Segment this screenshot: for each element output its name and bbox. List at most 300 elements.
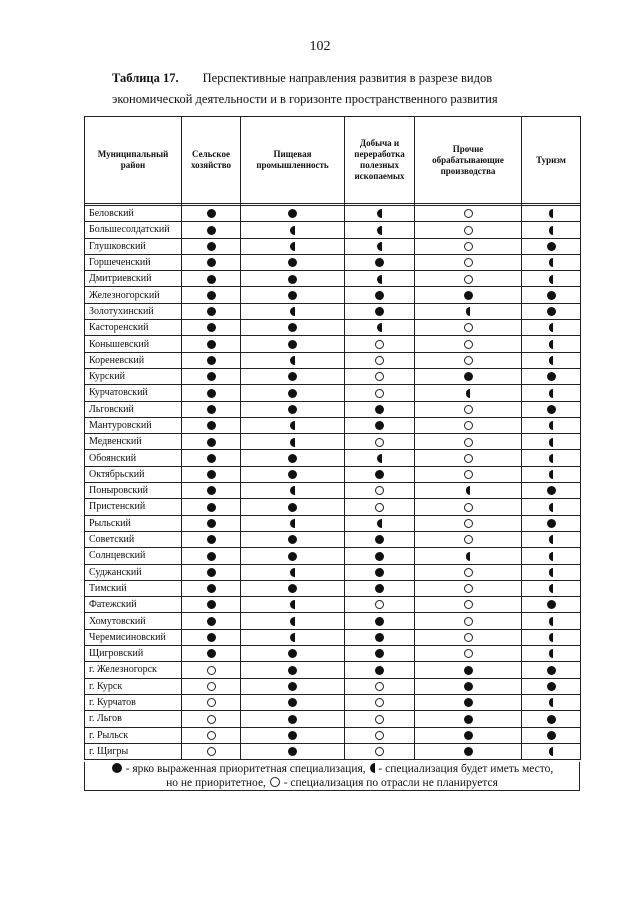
filled-circle-icon [207, 340, 216, 349]
district-name: Суджанский [85, 564, 182, 580]
district-name: Курский [85, 368, 182, 384]
district-name: Черемисиновский [85, 629, 182, 645]
district-name: Железногорский [85, 287, 182, 303]
half-circle-icon [549, 698, 554, 707]
half-circle-icon [377, 323, 382, 332]
specialization-cell [345, 613, 415, 629]
specialization-cell [182, 662, 241, 678]
specialization-cell [345, 678, 415, 694]
half-circle-icon [549, 209, 554, 218]
empty-circle-icon [464, 649, 473, 658]
half-circle-icon [549, 389, 554, 398]
specialization-cell [415, 206, 522, 222]
specialization-cell [415, 287, 522, 303]
header-food-industry: Пищевая промышленность [241, 117, 345, 204]
half-circle-icon [290, 633, 295, 642]
table-row [85, 564, 581, 580]
filled-circle-icon [288, 258, 297, 267]
half-circle-icon [549, 617, 554, 626]
specialization-cell [182, 548, 241, 564]
specialization-cell [241, 222, 345, 238]
district-name: Октябрьский [85, 466, 182, 482]
specialization-cell [241, 694, 345, 710]
empty-circle-icon [464, 258, 473, 267]
specialization-cell [522, 548, 581, 564]
specialization-cell [345, 238, 415, 254]
half-circle-icon [290, 242, 295, 251]
specialization-cell [345, 580, 415, 596]
empty-circle-icon [375, 340, 384, 349]
specialization-cell [415, 336, 522, 352]
district-name: Горшеченский [85, 254, 182, 270]
half-circle-icon [290, 486, 295, 495]
specialization-cell [345, 368, 415, 384]
legend-line-1 [85, 762, 579, 776]
table-row [85, 238, 581, 254]
empty-circle-icon [375, 389, 384, 398]
half-circle-icon [549, 421, 554, 430]
filled-circle-icon [464, 698, 473, 707]
empty-circle-icon [375, 356, 384, 365]
filled-circle-icon [207, 503, 216, 512]
specialization-cell [241, 336, 345, 352]
specialization-cell [345, 466, 415, 482]
specialization-cell [182, 564, 241, 580]
specialization-cell [241, 254, 345, 270]
district-name: Дмитриевский [85, 271, 182, 287]
specialization-cell [415, 597, 522, 613]
filled-circle-icon [207, 291, 216, 300]
empty-circle-icon [464, 503, 473, 512]
filled-circle-icon [288, 584, 297, 593]
specialization-cell [415, 499, 522, 515]
specialization-cell [182, 417, 241, 433]
half-circle-icon [377, 242, 382, 251]
header-other-manufacturing: Прочие обрабатывающие производства [415, 117, 522, 204]
specialization-cell [415, 727, 522, 743]
district-name: Глушковский [85, 238, 182, 254]
table-row [85, 613, 581, 629]
specialization-cell [182, 678, 241, 694]
specialization-cell [415, 417, 522, 433]
filled-circle-icon [375, 291, 384, 300]
table-caption [112, 68, 567, 110]
specialization-cell [241, 515, 345, 531]
specialization-cell [415, 271, 522, 287]
specialization-cell [415, 254, 522, 270]
half-circle-icon [549, 226, 554, 235]
half-circle-icon [549, 649, 554, 658]
table-row [85, 206, 581, 222]
header-mining: Добыча и переработка полезных ископаемых [345, 117, 415, 204]
filled-circle-icon [207, 568, 216, 577]
filled-circle-icon [288, 340, 297, 349]
specialization-cell [522, 499, 581, 515]
filled-circle-icon [207, 519, 216, 528]
specialization-cell [345, 499, 415, 515]
half-circle-icon [549, 340, 554, 349]
table-body [85, 206, 581, 760]
empty-circle-icon [375, 698, 384, 707]
filled-circle-icon [207, 405, 216, 414]
caption-text: Перспективные направления развития в разрезе видов экономической деятельности и в горизонте пространственного развития [112, 71, 498, 106]
district-name: г. Рыльск [85, 727, 182, 743]
filled-circle-icon [207, 552, 216, 561]
half-circle-icon [549, 438, 554, 447]
specialization-cell [182, 254, 241, 270]
header-agriculture: Сельское хозяйство [182, 117, 241, 204]
table-row [85, 548, 581, 564]
specialization-cell [345, 222, 415, 238]
table-row [85, 401, 581, 417]
specialization-cell [415, 352, 522, 368]
district-name: Конышевский [85, 336, 182, 352]
empty-circle-icon [207, 666, 216, 675]
district-name: Кореневский [85, 352, 182, 368]
table-row [85, 515, 581, 531]
specialization-cell [522, 206, 581, 222]
filled-circle-icon [207, 372, 216, 381]
district-name: г. Щигры [85, 743, 182, 759]
half-circle-icon [549, 633, 554, 642]
filled-circle-icon [288, 275, 297, 284]
district-name: Касторенский [85, 320, 182, 336]
specialization-cell [241, 385, 345, 401]
half-circle-icon [549, 568, 554, 577]
specialization-cell [345, 303, 415, 319]
header-district: Муниципальный район [85, 117, 182, 204]
empty-circle-icon [464, 209, 473, 218]
empty-circle-icon [207, 698, 216, 707]
specialization-cell [522, 352, 581, 368]
specialization-cell [522, 646, 581, 662]
specialization-cell [182, 694, 241, 710]
filled-circle-icon [464, 715, 473, 724]
empty-circle-icon [375, 600, 384, 609]
filled-circle-icon [547, 242, 556, 251]
legend-line-2 [85, 776, 579, 790]
empty-circle-icon [207, 747, 216, 756]
filled-circle-icon [547, 731, 556, 740]
empty-circle-icon [464, 226, 473, 235]
table-row [85, 450, 581, 466]
filled-circle-icon [547, 405, 556, 414]
specialization-cell [182, 336, 241, 352]
half-circle-icon [466, 552, 471, 561]
half-circle-icon [377, 454, 382, 463]
empty-circle-icon [464, 275, 473, 284]
specialization-cell [415, 515, 522, 531]
specialization-cell [345, 271, 415, 287]
specialization-cell [415, 466, 522, 482]
specialization-cell [345, 401, 415, 417]
empty-circle-icon [375, 372, 384, 381]
table-row [85, 254, 581, 270]
specialization-cell [415, 629, 522, 645]
specialization-cell [522, 303, 581, 319]
specialization-cell [522, 613, 581, 629]
specialization-table [84, 116, 581, 760]
specialization-cell [522, 385, 581, 401]
specialization-cell [415, 368, 522, 384]
empty-circle-icon [464, 340, 473, 349]
specialization-cell [522, 466, 581, 482]
specialization-cell [345, 694, 415, 710]
specialization-cell [345, 515, 415, 531]
filled-circle-icon [547, 486, 556, 495]
specialization-cell [345, 646, 415, 662]
filled-circle-icon [288, 731, 297, 740]
specialization-cell [182, 629, 241, 645]
table-row [85, 320, 581, 336]
specialization-cell [415, 662, 522, 678]
specialization-cell [345, 743, 415, 759]
filled-circle-icon [207, 600, 216, 609]
filled-circle-icon [207, 307, 216, 316]
specialization-cell [182, 580, 241, 596]
specialization-cell [182, 646, 241, 662]
specialization-cell [522, 564, 581, 580]
specialization-cell [522, 401, 581, 417]
specialization-cell [182, 727, 241, 743]
half-circle-icon [290, 600, 295, 609]
filled-circle-icon [207, 356, 216, 365]
table-row [85, 597, 581, 613]
empty-circle-icon [207, 682, 216, 691]
specialization-cell [241, 580, 345, 596]
filled-circle-icon [207, 535, 216, 544]
district-name: Поныровский [85, 483, 182, 499]
specialization-cell [182, 287, 241, 303]
specialization-cell [522, 678, 581, 694]
specialization-cell [241, 352, 345, 368]
specialization-cell [345, 206, 415, 222]
specialization-cell [182, 401, 241, 417]
filled-circle-icon [288, 682, 297, 691]
specialization-cell [345, 336, 415, 352]
table-row [85, 694, 581, 710]
specialization-cell [241, 662, 345, 678]
specialization-cell [415, 711, 522, 727]
filled-circle-icon [288, 372, 297, 381]
specialization-cell [522, 287, 581, 303]
specialization-cell [182, 368, 241, 384]
specialization-cell [241, 401, 345, 417]
specialization-cell [415, 450, 522, 466]
specialization-cell [241, 206, 345, 222]
filled-circle-icon [207, 454, 216, 463]
empty-circle-icon [375, 747, 384, 756]
empty-circle-icon [375, 486, 384, 495]
empty-circle-icon [464, 421, 473, 430]
table-legend [84, 762, 580, 791]
specialization-cell [182, 466, 241, 482]
filled-circle-icon [464, 291, 473, 300]
filled-circle-icon [547, 715, 556, 724]
specialization-cell [241, 434, 345, 450]
specialization-cell [241, 238, 345, 254]
empty-circle-icon [464, 323, 473, 332]
specialization-cell [182, 597, 241, 613]
specialization-cell [345, 711, 415, 727]
specialization-cell [345, 320, 415, 336]
legend-full-text: - ярко выраженная приоритетная специализация, [122, 763, 369, 775]
legend-line2-prefix: но не приоритетное, [166, 777, 269, 789]
table-row [85, 743, 581, 759]
specialization-cell [415, 238, 522, 254]
filled-circle-icon [547, 372, 556, 381]
filled-circle-icon [288, 454, 297, 463]
filled-circle-icon [207, 649, 216, 658]
specialization-cell [241, 646, 345, 662]
empty-circle-icon [464, 356, 473, 365]
specialization-cell [241, 287, 345, 303]
specialization-cell [522, 434, 581, 450]
district-name: Хомутовский [85, 613, 182, 629]
table-row [85, 629, 581, 645]
specialization-cell [182, 531, 241, 547]
half-circle-icon [549, 356, 554, 365]
specialization-cell [241, 597, 345, 613]
half-circle-icon [290, 519, 295, 528]
specialization-cell [522, 417, 581, 433]
filled-circle-icon [375, 617, 384, 626]
half-circle-icon [290, 226, 295, 235]
empty-circle-icon [375, 438, 384, 447]
specialization-cell [415, 646, 522, 662]
filled-circle-icon [207, 242, 216, 251]
filled-circle-icon [547, 682, 556, 691]
table-row [85, 483, 581, 499]
specialization-cell [182, 434, 241, 450]
empty-circle-icon [464, 405, 473, 414]
specialization-cell [241, 678, 345, 694]
half-circle-icon [466, 307, 471, 316]
filled-circle-icon [547, 291, 556, 300]
table-row [85, 531, 581, 547]
table-row [85, 678, 581, 694]
empty-circle-icon [464, 535, 473, 544]
filled-circle-icon [288, 209, 297, 218]
table-row [85, 303, 581, 319]
specialization-cell [522, 450, 581, 466]
table-row [85, 385, 581, 401]
specialization-cell [182, 515, 241, 531]
filled-circle-icon [207, 258, 216, 267]
district-name: Большесолдатский [85, 222, 182, 238]
empty-circle-icon [207, 731, 216, 740]
filled-circle-icon [375, 535, 384, 544]
filled-circle-icon [207, 486, 216, 495]
specialization-cell [415, 434, 522, 450]
district-name: Рыльский [85, 515, 182, 531]
empty-circle-icon [464, 438, 473, 447]
filled-circle-icon [288, 649, 297, 658]
specialization-cell [522, 580, 581, 596]
table-row [85, 466, 581, 482]
district-name: Тимский [85, 580, 182, 596]
specialization-cell [345, 385, 415, 401]
half-circle-icon [466, 389, 471, 398]
table-row [85, 368, 581, 384]
filled-circle-icon [288, 552, 297, 561]
specialization-cell [415, 548, 522, 564]
specialization-cell [241, 499, 345, 515]
filled-circle-icon [207, 633, 216, 642]
filled-circle-icon [464, 372, 473, 381]
filled-circle-icon [547, 600, 556, 609]
specialization-cell [522, 629, 581, 645]
table-row [85, 580, 581, 596]
specialization-cell [415, 694, 522, 710]
filled-circle-icon [288, 747, 297, 756]
half-circle-icon [549, 454, 554, 463]
filled-circle-icon [464, 747, 473, 756]
specialization-cell [345, 662, 415, 678]
specialization-cell [241, 564, 345, 580]
specialization-cell [241, 531, 345, 547]
district-name: Обоянский [85, 450, 182, 466]
filled-circle-icon [375, 258, 384, 267]
filled-circle-icon [375, 666, 384, 675]
half-circle-icon [377, 519, 382, 528]
specialization-cell [522, 320, 581, 336]
empty-circle-icon [464, 600, 473, 609]
empty-circle-icon [464, 584, 473, 593]
filled-circle-icon [207, 438, 216, 447]
specialization-cell [241, 450, 345, 466]
empty-circle-icon [464, 519, 473, 528]
filled-circle-icon [112, 763, 122, 773]
half-circle-icon [290, 356, 295, 365]
specialization-cell [182, 303, 241, 319]
empty-circle-icon [464, 568, 473, 577]
specialization-cell [522, 368, 581, 384]
specialization-cell [182, 499, 241, 515]
specialization-cell [182, 385, 241, 401]
specialization-cell [241, 320, 345, 336]
half-circle-icon [377, 275, 382, 284]
specialization-cell [415, 320, 522, 336]
table-row [85, 271, 581, 287]
filled-circle-icon [288, 698, 297, 707]
specialization-cell [522, 597, 581, 613]
half-circle-icon [549, 747, 554, 756]
filled-circle-icon [207, 209, 216, 218]
filled-circle-icon [547, 666, 556, 675]
empty-circle-icon [207, 715, 216, 724]
specialization-cell [241, 548, 345, 564]
specialization-cell [415, 580, 522, 596]
specialization-cell [415, 678, 522, 694]
district-name: Солнцевский [85, 548, 182, 564]
specialization-cell [241, 727, 345, 743]
specialization-cell [522, 222, 581, 238]
half-circle-icon [549, 503, 554, 512]
legend-half-text: - специализация будет иметь место, [375, 763, 554, 775]
specialization-cell [415, 222, 522, 238]
filled-circle-icon [375, 552, 384, 561]
filled-circle-icon [288, 389, 297, 398]
filled-circle-icon [207, 323, 216, 332]
half-circle-icon [290, 438, 295, 447]
half-circle-icon [549, 275, 554, 284]
empty-circle-icon [375, 682, 384, 691]
specialization-cell [241, 629, 345, 645]
specialization-cell [182, 238, 241, 254]
district-name: Пристенский [85, 499, 182, 515]
specialization-cell [182, 613, 241, 629]
